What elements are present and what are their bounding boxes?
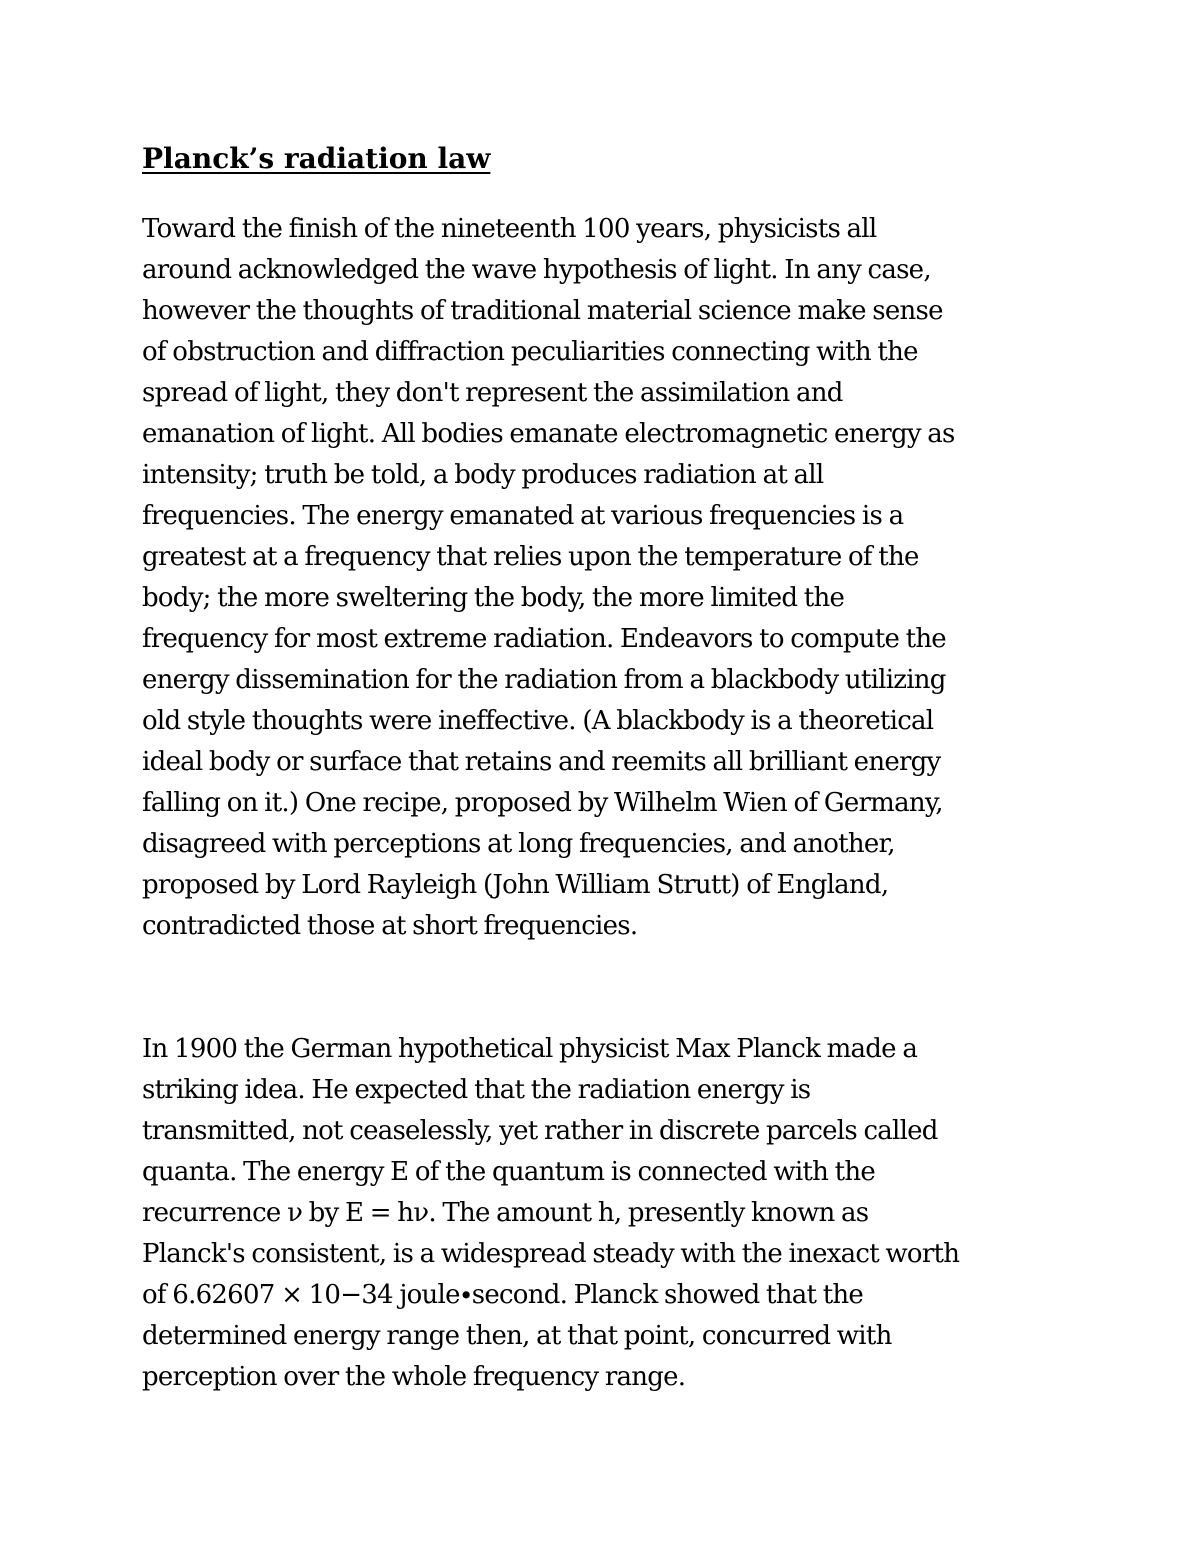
paragraph-2 xyxy=(142,1029,1072,1398)
paragraph-line: intensity; truth be told, a body produces radiation at all xyxy=(142,460,824,490)
paragraph-line: old style thoughts were ineffective. (A blackbody is a theoretical xyxy=(142,706,934,736)
document-page xyxy=(142,138,1072,1398)
paragraph-line: ideal body or surface that retains and reemits all brilliant energy xyxy=(142,747,941,777)
document-title: Planck’s radiation law xyxy=(142,142,491,175)
paragraph-line: frequency for most extreme radiation. Endeavors to compute the xyxy=(142,624,946,654)
paragraph-line: frequencies. The energy emanated at various frequencies is a xyxy=(142,501,904,531)
paragraph-line: In 1900 the German hypothetical physicist Max Planck made a xyxy=(142,1034,918,1064)
paragraph-line: Toward the finish of the nineteenth 100 years, physicists all xyxy=(142,214,877,244)
paragraph-line: body; the more sweltering the body, the more limited the xyxy=(142,583,845,613)
paragraph-line: proposed by Lord Rayleigh (John William Strutt) of England, xyxy=(142,870,889,900)
paragraph-line: falling on it.) One recipe, proposed by Wilhelm Wien of Germany, xyxy=(142,788,943,818)
paragraph-line: around acknowledged the wave hypothesis of light. In any case, xyxy=(142,255,931,285)
paragraph-line: energy dissemination for the radiation from a blackbody utilizing xyxy=(142,665,946,695)
paragraph-1 xyxy=(142,209,1072,947)
paragraph-line: perception over the whole frequency range. xyxy=(142,1362,686,1392)
paragraph-line: spread of light, they don't represent the assimilation and xyxy=(142,378,843,408)
paragraph-line: striking idea. He expected that the radiation energy is xyxy=(142,1075,811,1105)
paragraph-line: determined energy range then, at that point, concurred with xyxy=(142,1321,892,1351)
paragraph-line: disagreed with perceptions at long frequencies, and another, xyxy=(142,829,895,859)
paragraph-line: of obstruction and diffraction peculiarities connecting with the xyxy=(142,337,918,367)
paragraph-line: contradicted those at short frequencies. xyxy=(142,911,638,941)
paragraph-line: however the thoughts of traditional material science make sense xyxy=(142,296,943,326)
paragraph-line: Planck's consistent, is a widespread steady with the inexact worth xyxy=(142,1239,960,1269)
paragraph-line: transmitted, not ceaselessly, yet rather in discrete parcels called xyxy=(142,1116,938,1146)
paragraph-line: recurrence ν by E = hν. The amount h, presently known as xyxy=(142,1198,869,1228)
paragraph-line: quanta. The energy E of the quantum is connected with the xyxy=(142,1157,875,1187)
paragraph-line: of 6.62607 × 10−34 joule∙second. Planck showed that the xyxy=(142,1280,864,1310)
paragraph-line: emanation of light. All bodies emanate electromagnetic energy as xyxy=(142,419,955,449)
paragraph-line: greatest at a frequency that relies upon the temperature of the xyxy=(142,542,919,572)
